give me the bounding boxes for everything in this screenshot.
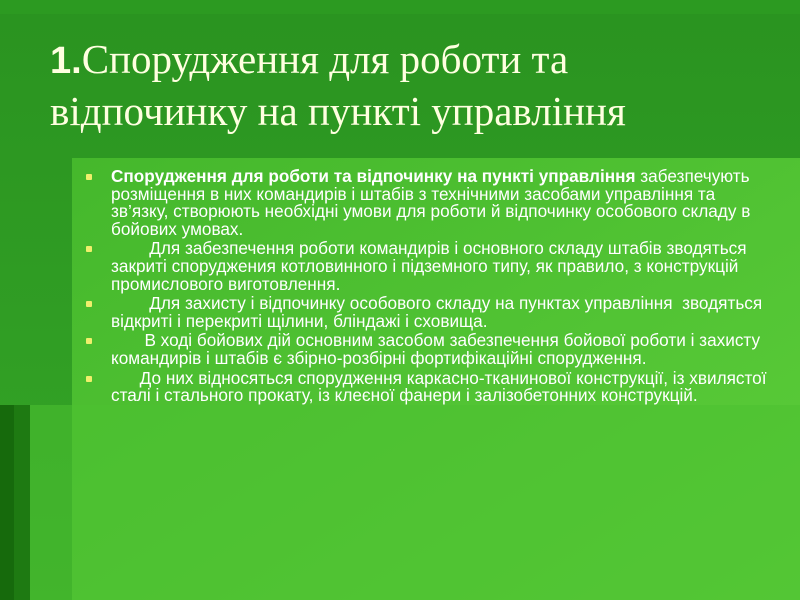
lower-panel <box>20 405 800 600</box>
bullet-square-icon <box>86 376 92 382</box>
top-band <box>0 0 800 14</box>
bullet-item <box>84 295 774 330</box>
bullet-square-icon <box>86 338 92 344</box>
bullet-item <box>84 240 774 293</box>
bullet-text: забезпечують розміщення в них командирів і штабів з технічними засобами управління та зв’язку, створюють необхідні умови для роботи й відпочинку особового складу в бойових умовах. <box>111 166 751 239</box>
bullet-text: В ході бойових дій основним засобом забезпечення бойової роботи і захисту командирів і штабів є збірно-розбірні фортифікаційні спорудження. <box>111 330 765 368</box>
title-text: Спорудження для роботи та відпочинку на пункті управління <box>50 36 626 134</box>
bullet-square-icon <box>86 174 92 180</box>
bullet-text: Для захисту і відпочинку особового складу на пунктах управління зводяться відкриті і перекриті щілини, бліндажі і сховища. <box>111 293 767 331</box>
bullet-list <box>84 168 774 407</box>
slide-title <box>50 34 770 136</box>
title-number: 1. <box>50 40 82 82</box>
bullet-lead: Спорудження для роботи та відпочинку на пункті управління <box>111 166 636 186</box>
bullet-square-icon <box>86 246 92 252</box>
left-dark-strip <box>0 405 14 600</box>
bullet-item <box>84 367 774 406</box>
bullet-text: До них відносяться спорудження каркасно-тканинової конструкції, із хвилястої сталі і стального прокату, із клеєної фанери і залізобетонних конструкцій. <box>111 367 772 406</box>
bullet-item <box>84 168 774 238</box>
bullet-text: Для забезпечення роботи командирів і основного складу штабів зводяться закриті споруджения котловинного і підземного типу, як правило, з конструкцій промислового виготовлення. <box>111 238 752 294</box>
bullet-item <box>84 332 774 367</box>
bullet-square-icon <box>86 301 92 307</box>
